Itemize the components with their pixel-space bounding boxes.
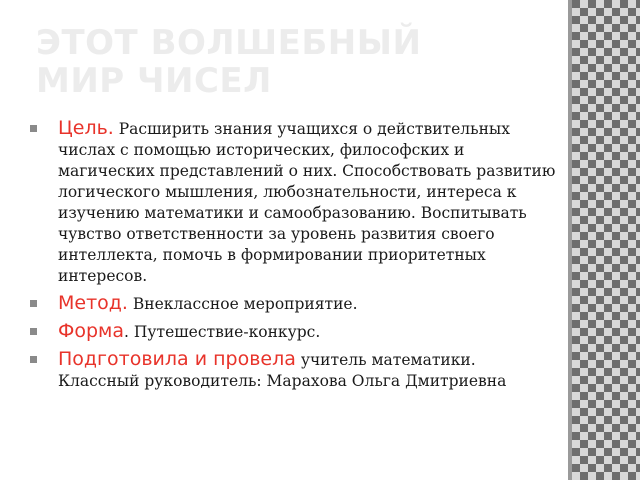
slide-title-line-2: МИР ЧИСЕЛ xyxy=(36,61,272,101)
bullet-icon xyxy=(30,125,37,132)
bullet-list xyxy=(30,118,560,398)
bullet-icon xyxy=(30,300,37,307)
list-item-method xyxy=(30,293,560,315)
list-item-author xyxy=(30,349,560,392)
list-item-goal xyxy=(30,118,560,287)
list-item-form xyxy=(30,321,560,343)
method-label: Метод. xyxy=(58,292,128,314)
goal-label: Цель. xyxy=(58,117,114,139)
bullet-icon xyxy=(30,356,37,363)
bullet-icon xyxy=(30,328,37,335)
author-label: Подготовила и провела xyxy=(58,348,296,370)
goal-text: Расширить знания учащихся о действительных числах с помощью исторических, философских и магических представлений о них. Способствовать развитию логического мышления, любознательности, интереса к изучению математики и самообразованию. Воспитывать чувство ответственности за уровень развития своего интеллекта, помочь в формировании приоритетных интересов. xyxy=(58,120,556,285)
method-text: Внеклассное мероприятие. xyxy=(127,295,358,313)
form-label: Форма xyxy=(58,320,125,342)
slide-title xyxy=(36,24,556,100)
slide-title-line-1: ЭТОТ ВОЛШЕБНЫЙ xyxy=(36,23,422,63)
decorative-pattern-strip xyxy=(572,0,640,480)
author-text: учитель математики. Классный руководитель: Марахова Ольга Дмитриевна xyxy=(58,351,507,390)
form-text: . Путешествие-конкурс. xyxy=(124,323,321,341)
